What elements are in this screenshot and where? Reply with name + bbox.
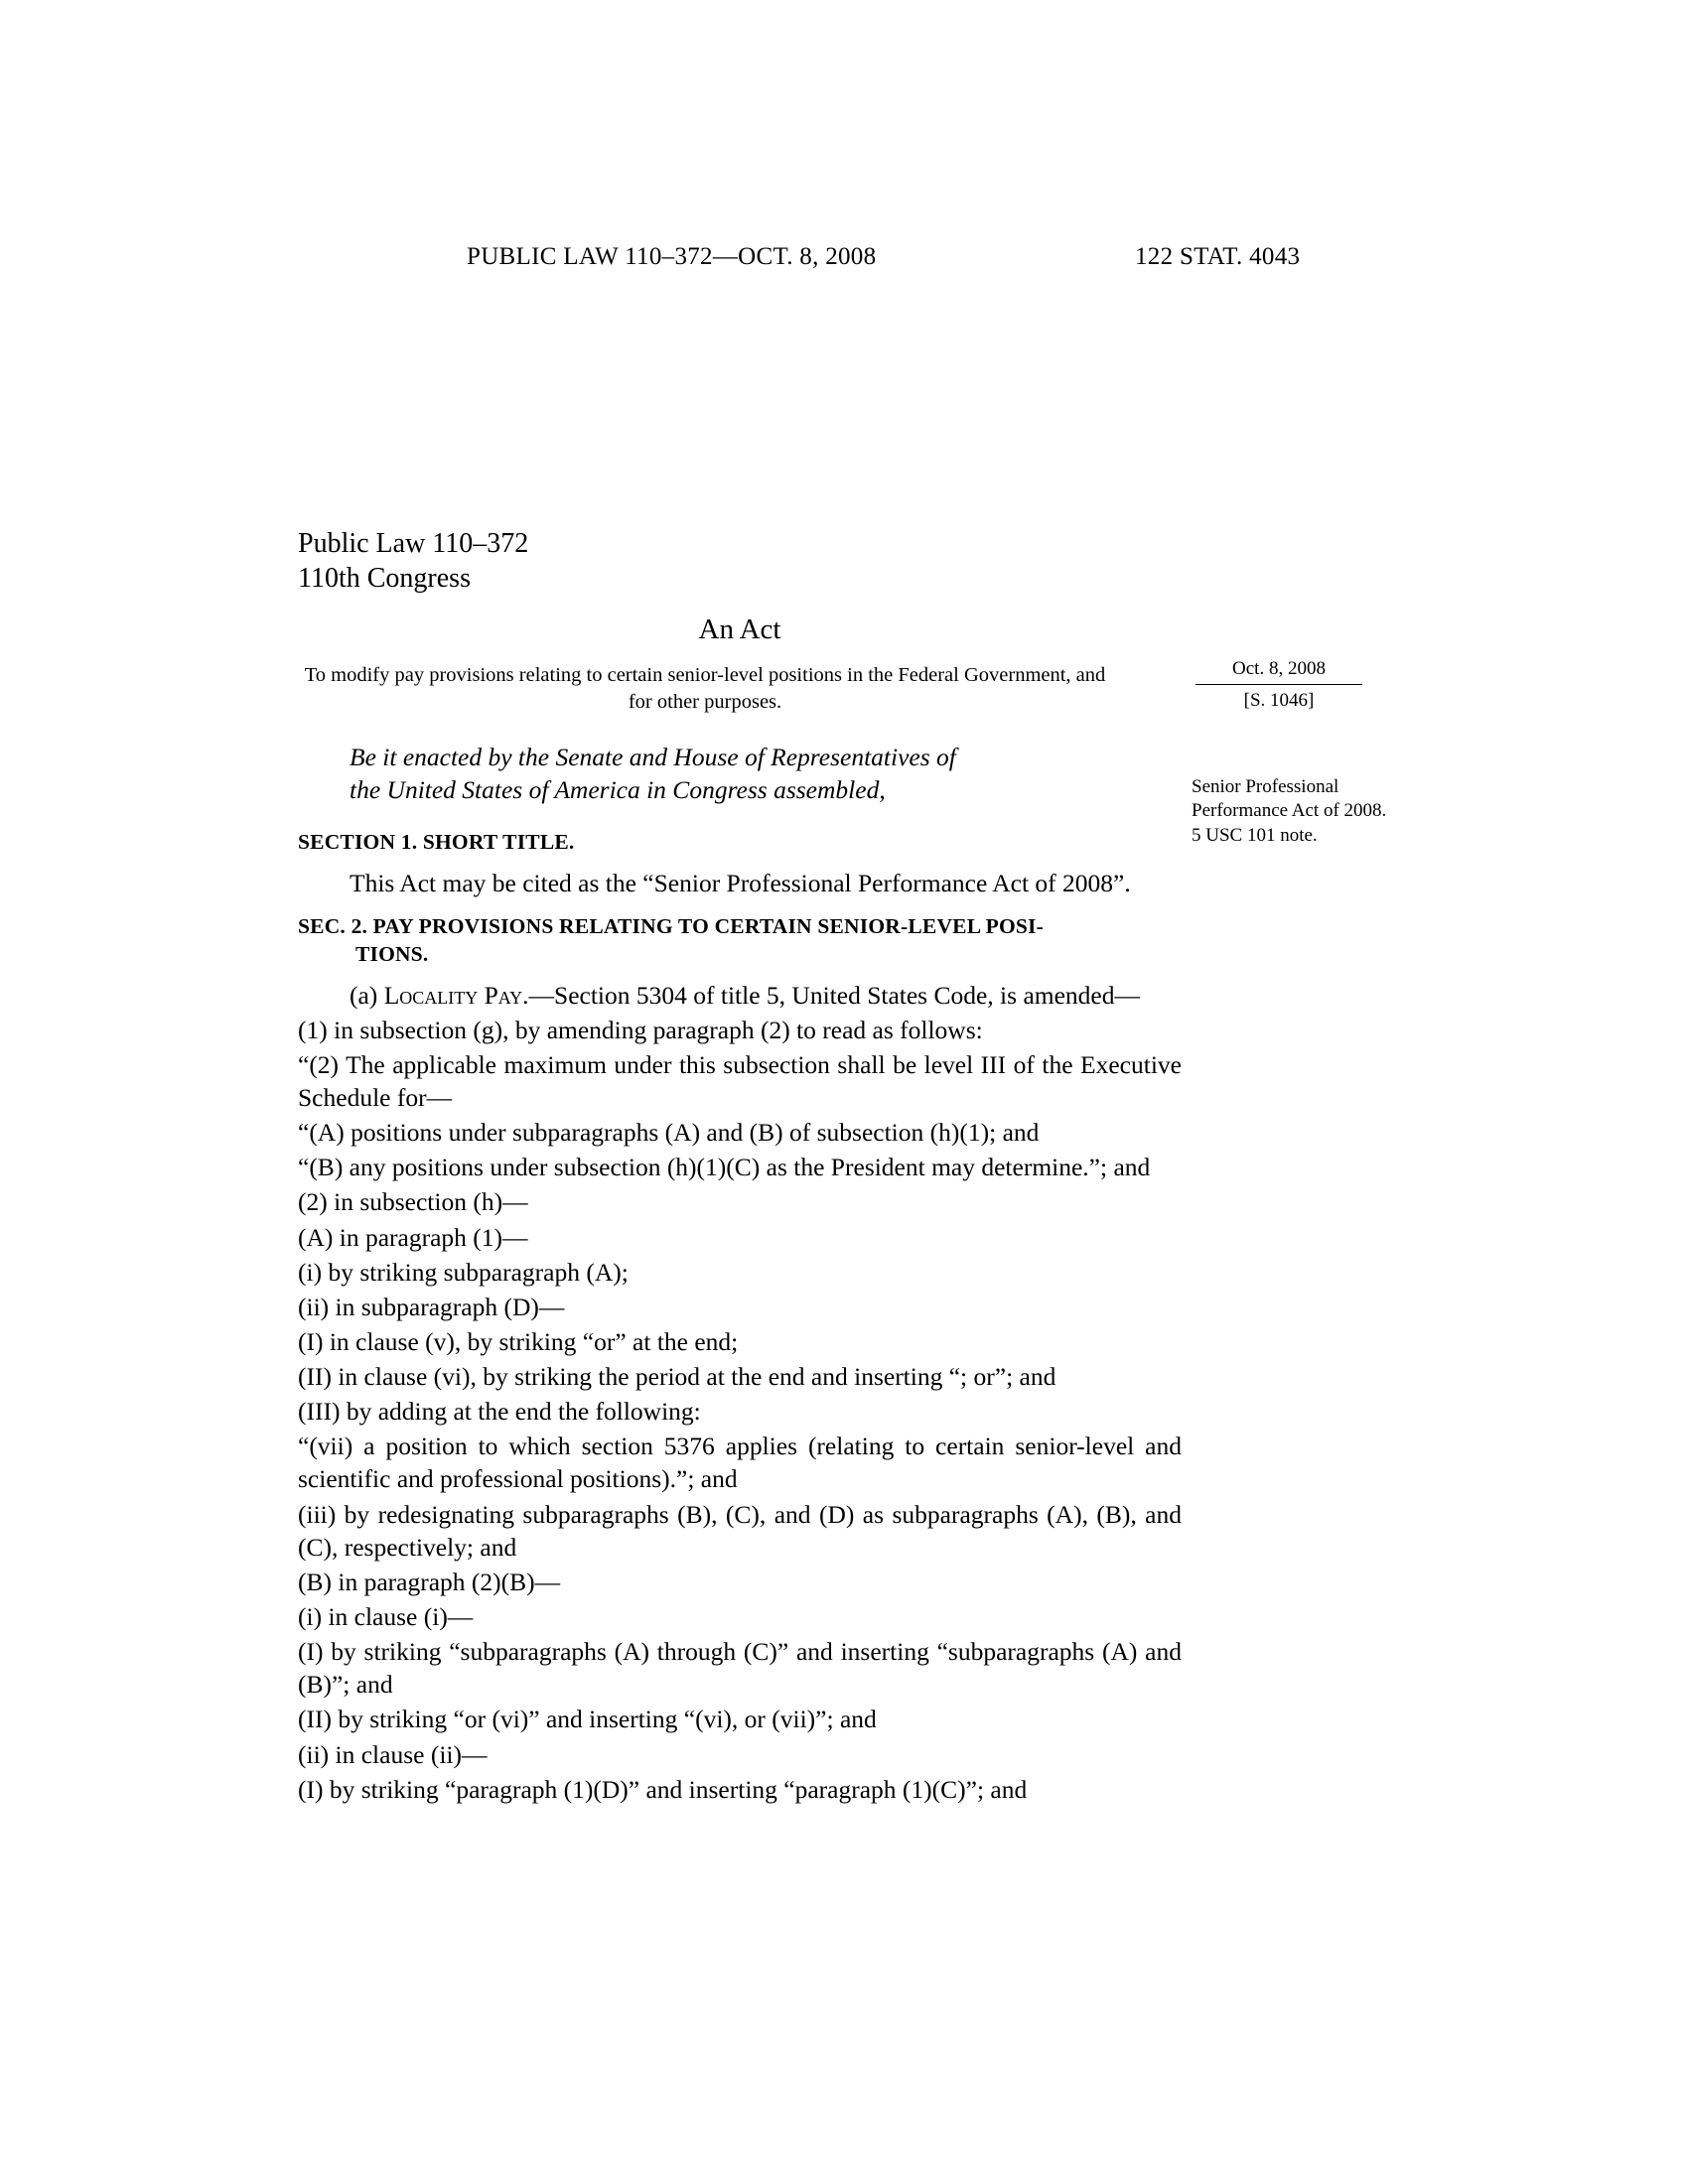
locality-pay-caption: Locality Pay (383, 980, 523, 1010)
list-item: “(B) any positions under subsection (h)(1)(C) as the President may determine.”; and (298, 1153, 1151, 1182)
list-item: “(2) The applicable maximum under this subsection shall be level III of the Executive Schedule for— (298, 1049, 1182, 1112)
usc-citation-note: 5 USC 101 note. (1192, 825, 1318, 846)
list-item: (iii) by redesignating subparagraphs (B), (C), and (D) as subparagraphs (A), (B), and (C), respectively; and (298, 1499, 1182, 1562)
running-head-right: 122 STAT. 4043 (1135, 243, 1301, 270)
congress-number: 110th Congress (298, 563, 471, 594)
list-item: (B) in paragraph (2)(B)— (298, 1567, 561, 1596)
short-title-margin-note: Senior Professional Performance Act of 2008. (1192, 775, 1387, 822)
section-1-heading: SECTION 1. SHORT TITLE. (298, 829, 575, 854)
enacting-clause-line2: the United States of America in Congress assembled, (350, 775, 886, 805)
subsection-a-locality-pay (298, 979, 1182, 1012)
list-item: (II) in clause (vi), by striking the period at the end and inserting “; or”; and (298, 1362, 1056, 1392)
list-item: (III) by adding at the end the following: (298, 1397, 701, 1427)
list-item: (II) by striking “or (vi)” and inserting “(vi), or (vii)”; and (298, 1705, 877, 1734)
list-item: “(A) positions under subparagraphs (A) and (B) of subsection (h)(1); and (298, 1118, 1040, 1148)
subsection-a-marker: (a) (350, 980, 384, 1010)
section-2-heading-line2: TIONS. (355, 941, 429, 966)
public-law-number: Public Law 110–372 (298, 528, 529, 559)
list-item: (ii) in clause (ii)— (298, 1739, 488, 1769)
section-2-heading (298, 913, 1182, 969)
running-head-left: PUBLIC LAW 110–372—OCT. 8, 2008 (467, 243, 877, 270)
list-item: (i) by striking subparagraph (A); (298, 1257, 629, 1287)
list-item: (ii) in subparagraph (D)— (298, 1292, 565, 1321)
main-text-column (298, 526, 1182, 1808)
enacting-clause-line1: Be it enacted by the Senate and House of Representatives of (350, 743, 956, 772)
long-title: To modify pay provisions relating to certain senior-level positions in the Federal Government, and for other purposes. (304, 664, 1106, 713)
list-item: (i) in clause (i)— (298, 1602, 474, 1632)
margin-notes (1192, 657, 1400, 848)
enactment-date-note: Oct. 8, 2008 (1196, 657, 1362, 685)
list-item: (1) in subsection (g), by amending paragraph (2) to read as follows: (298, 1015, 983, 1044)
list-item: “(vii) a position to which section 5376 applies (relating to certain senior-level and scientific and professional positions).”; and (298, 1432, 1182, 1494)
subsection-a-text: .—Section 5304 of title 5, United States Code, is amended— (522, 980, 1140, 1010)
list-item: (I) in clause (v), by striking “or” at the end; (298, 1326, 739, 1356)
list-item: (A) in paragraph (1)— (298, 1222, 528, 1252)
section-2-heading-line1: SEC. 2. PAY PROVISIONS RELATING TO CERTAIN SENIOR-LEVEL POSI- (298, 913, 1044, 938)
an-act-heading: An Act (698, 614, 781, 645)
section-1-paragraph: This Act may be cited as the “Senior Professional Performance Act of 2008”. (350, 868, 1131, 897)
list-item: (I) by striking “subparagraphs (A) through (C)” and inserting “subparagraphs (A) and (B)”; and (298, 1637, 1182, 1700)
enacting-clause (298, 741, 1182, 806)
list-item: (I) by striking “paragraph (1)(D)” and inserting “paragraph (1)(C)”; and (298, 1774, 1028, 1804)
spacer (298, 901, 1182, 913)
list-item: (2) in subsection (h)— (298, 1187, 528, 1217)
bill-number-note: [S. 1046] (1243, 690, 1315, 712)
